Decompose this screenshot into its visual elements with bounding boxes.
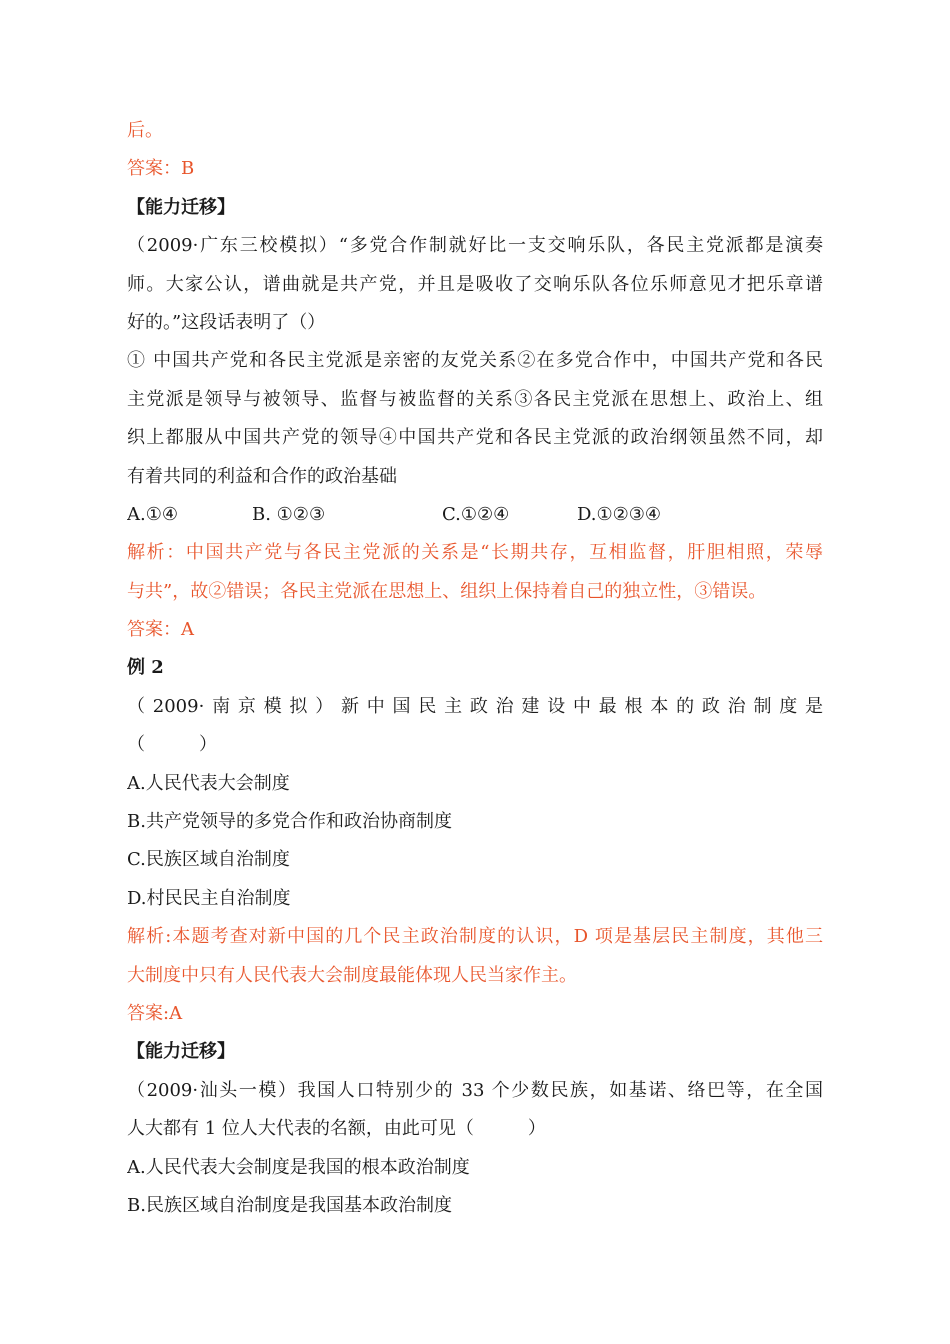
- example-heading: 例 2: [127, 657, 164, 679]
- question-line: 师。大家公认，谱曲就是共产党，并且是吸收了交响乐队各位乐师意见才把乐章谱: [127, 273, 823, 295]
- option-d: D.村民民主自治制度: [127, 887, 291, 909]
- document-page: [127, 112, 823, 1225]
- analysis-line: 解析:本题考查对新中国的几个民主政治制度的认识，D 项是基层民主制度，其他三: [127, 926, 823, 948]
- option-c: C.①②④: [442, 503, 510, 525]
- question-line: 好的。”这段话表明了（）: [127, 311, 326, 333]
- statement-line: 有着共同的利益和合作的政治基础: [127, 465, 397, 487]
- statement-line: 织上都服从中国共产党的领导④中国共产党和各民主党派的政治纲领虽然不同，却: [127, 427, 823, 449]
- section-heading: 【能力迁移】: [127, 1041, 235, 1063]
- option-a: A.人民代表大会制度: [127, 772, 290, 794]
- option-b: B. ①②③: [252, 503, 326, 525]
- answer-line: 答案：A: [127, 619, 194, 641]
- option-d: D.①②③④: [577, 503, 662, 525]
- question-line: （2009·南京模拟）新中国民主政治建设中最根本的政治制度是: [127, 695, 823, 717]
- options-row: [127, 496, 823, 534]
- question-line: （ ）: [127, 734, 217, 756]
- answer-line: 答案:A: [127, 1002, 183, 1024]
- option-b: B.民族区域自治制度是我国基本政治制度: [127, 1194, 452, 1216]
- option-c: C.民族区域自治制度: [127, 849, 290, 871]
- analysis-tail: 后。: [127, 120, 163, 141]
- question-line: （2009·汕头一模）我国人口特别少的 33 个少数民族，如基诺、络巴等，在全国: [127, 1079, 823, 1101]
- analysis-line: 解析：中国共产党与各民主党派的关系是“长期共存，互相监督，肝胆相照，荣辱: [127, 542, 823, 564]
- statement-line: 主党派是领导与被领导、监督与被监督的关系③各民主党派在思想上、政治上、组: [127, 388, 823, 410]
- analysis-line: 大制度中只有人民代表大会制度最能体现人民当家作主。: [127, 964, 577, 986]
- option-a: A.人民代表大会制度是我国的根本政治制度: [127, 1156, 470, 1178]
- question-line: 人大都有 1 位人大代表的名额，由此可见（ ）: [127, 1118, 546, 1140]
- section-heading: 【能力迁移】: [127, 196, 235, 218]
- option-a: A.①④: [127, 503, 178, 525]
- analysis-line: 与共”，故②错误；各民主党派在思想上、组织上保持着自己的独立性，③错误。: [127, 580, 767, 602]
- question-line: （2009·广东三校模拟）“多党合作制就好比一支交响乐队，各民主党派都是演奏: [127, 235, 823, 257]
- statement-line: ① 中国共产党和各民主党派是亲密的友党关系②在多党合作中，中国共产党和各民: [127, 350, 823, 372]
- option-b: B.共产党领导的多党合作和政治协商制度: [127, 811, 452, 833]
- answer-line: 答案：B: [127, 158, 195, 180]
